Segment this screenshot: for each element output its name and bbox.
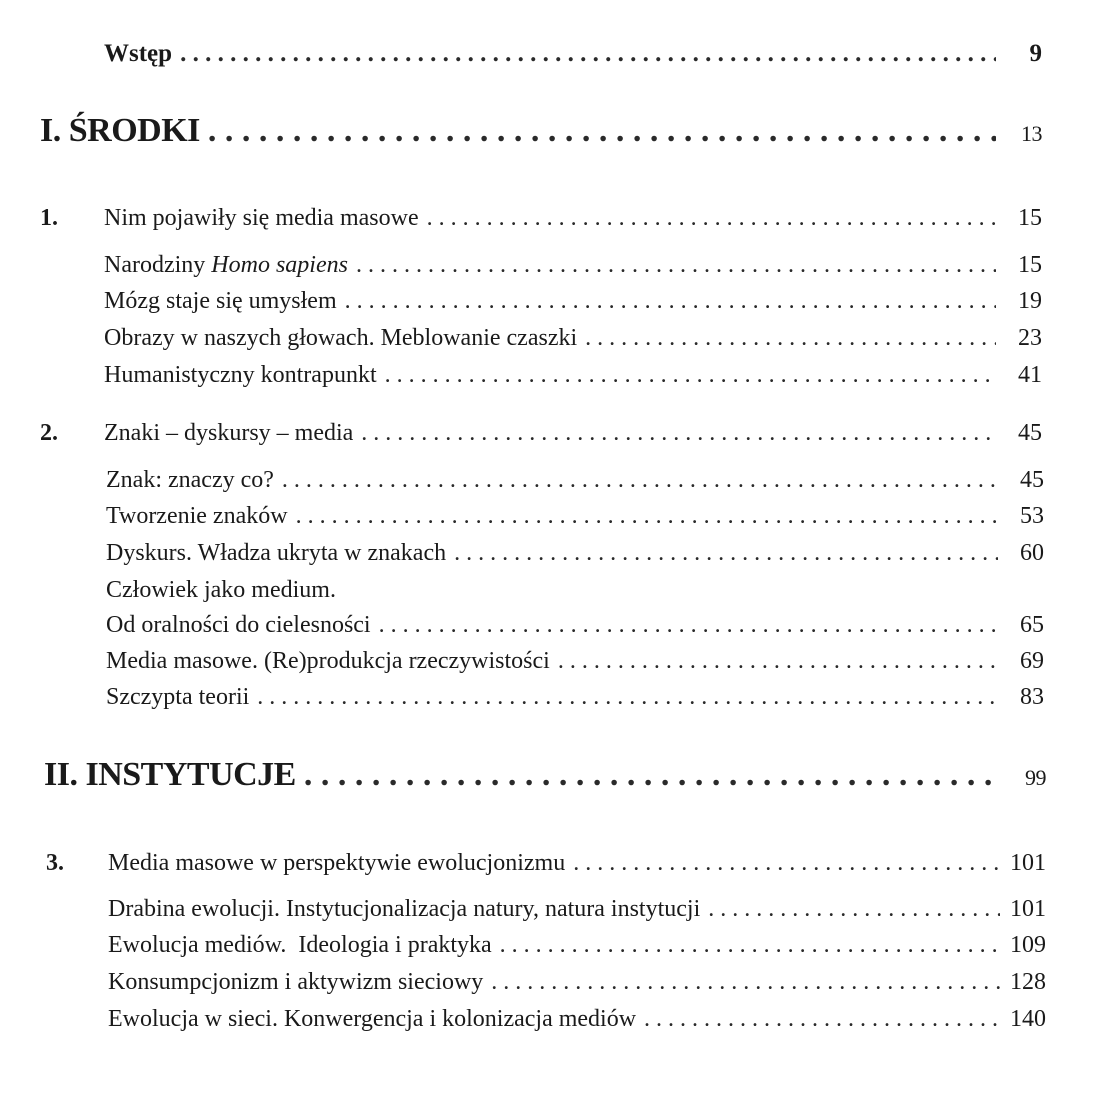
- toc-dot-leader: [296, 503, 998, 530]
- toc-entry-title-text: Narodziny: [104, 252, 212, 278]
- toc-dot-leader: [379, 612, 998, 639]
- toc-entry-s-3-3: [108, 969, 1046, 996]
- toc-page-number: 19: [1018, 288, 1042, 314]
- toc-entry-number: 2.: [40, 420, 58, 446]
- toc-page-number: 60: [1020, 540, 1044, 566]
- toc-entry-title: Nim pojawiły się media masowe: [104, 205, 419, 231]
- toc-page-number: 69: [1020, 648, 1044, 674]
- toc-entry-title: [104, 252, 348, 279]
- toc-page-number: 101: [1010, 896, 1046, 922]
- toc-page-number: 45: [1020, 467, 1044, 493]
- toc-entry-s-3-4: [108, 1006, 1046, 1033]
- toc-entry-s-2-4b: [106, 612, 1044, 639]
- toc-entry-s-2-3: [106, 540, 1044, 567]
- toc-entry-title: Tworzenie znaków: [106, 503, 288, 529]
- toc-entry-ch-2: [40, 420, 1042, 447]
- toc-entry-ch-3: [46, 850, 1046, 877]
- toc-entry-title: Szczypta teorii: [106, 684, 250, 710]
- toc-entry-title: Humanistyczny kontrapunkt: [104, 362, 377, 388]
- toc-entry-s-2-5: [106, 648, 1044, 675]
- toc-dot-leader: [491, 969, 1000, 996]
- toc-entry-title: Mózg staje się umysłem: [104, 288, 337, 314]
- toc-entry-s-2-2: [106, 503, 1044, 530]
- toc-entry-title: Media masowe w perspektywie ewolucjonizmu: [108, 850, 566, 876]
- toc-dot-leader: [257, 684, 998, 711]
- toc-dot-leader: [208, 112, 996, 150]
- toc-entry-title: Obrazy w naszych głowach. Meblowanie czaszki: [104, 325, 578, 351]
- toc-entry-wstep: [104, 40, 1042, 68]
- toc-dot-leader: [356, 252, 996, 279]
- toc-entry-number: 1.: [40, 205, 58, 231]
- toc-dot-leader: [385, 362, 996, 389]
- toc-dot-leader: [454, 540, 998, 567]
- toc-entry-title: Konsumpcjonizm i aktywizm sieciowy: [108, 969, 484, 995]
- toc-dot-leader: [573, 850, 1000, 877]
- toc-entry-title: Znaki – dyskursy – media: [104, 420, 354, 446]
- toc-entry-s-1-2: [104, 288, 1042, 315]
- toc-page-number: 15: [1018, 252, 1042, 278]
- toc-dot-leader: [345, 288, 996, 315]
- toc-page-number: 140: [1010, 1006, 1046, 1032]
- toc-entry-s-1-3: [104, 325, 1042, 352]
- toc-page-number: 99: [1025, 765, 1046, 790]
- toc-entry-s-3-1: [108, 896, 1046, 923]
- toc-entry-s-1-4: [104, 362, 1042, 389]
- toc-dot-leader: [304, 756, 1000, 794]
- toc-dot-leader: [282, 467, 998, 494]
- toc-entry-s-1-1: [104, 252, 1042, 279]
- toc-dot-leader: [427, 205, 996, 232]
- toc-page-number: 41: [1018, 362, 1042, 388]
- toc-page-number: 45: [1018, 420, 1042, 446]
- toc-page-number: 23: [1018, 325, 1042, 351]
- toc-entry-s-2-6: [106, 684, 1044, 711]
- toc-dot-leader: [180, 40, 996, 68]
- toc-entry-number: 3.: [46, 850, 64, 876]
- toc-dot-leader: [585, 325, 996, 352]
- toc-entry-title: Od oralności do cielesności: [106, 612, 371, 638]
- toc-dot-leader: [708, 896, 1000, 923]
- toc-page-number: 13: [1021, 121, 1042, 146]
- toc-dot-leader: [558, 648, 998, 675]
- toc-entry-title: Ewolucja w sieci. Konwergencja i kolonizacja mediów: [108, 1006, 637, 1032]
- toc-entry-s-2-4a: [106, 577, 1044, 604]
- toc-page-number: 101: [1010, 850, 1046, 876]
- toc-page-number: 65: [1020, 612, 1044, 638]
- toc-page-number: 128: [1010, 969, 1046, 995]
- toc-entry-part-1: [40, 112, 1042, 150]
- toc-dot-leader: [500, 932, 1000, 959]
- toc-entry-s-2-1: [106, 467, 1044, 494]
- toc-entry-title: Człowiek jako medium.: [106, 577, 336, 603]
- toc-entry-title-italic: Homo sapiens: [211, 252, 348, 278]
- toc-entry-title: Znak: znaczy co?: [106, 467, 274, 493]
- toc-page-number: 109: [1010, 932, 1046, 958]
- toc-entry-title: Drabina ewolucji. Instytucjonalizacja natury, natura instytucji: [108, 896, 701, 922]
- toc-dot-leader: [644, 1006, 1000, 1033]
- toc-page-number: 9: [1029, 40, 1042, 67]
- toc-page-number: 83: [1020, 684, 1044, 710]
- toc-entry-title: Wstęp: [104, 40, 173, 67]
- toc-page-number: 53: [1020, 503, 1044, 529]
- toc-page-number: 15: [1018, 205, 1042, 231]
- toc-entry-s-3-2: [108, 932, 1046, 959]
- toc-entry-part-2: [44, 756, 1046, 794]
- toc-entry-title: I. ŚRODKI: [40, 112, 200, 149]
- toc-dot-leader: [361, 420, 996, 447]
- toc-entry-ch-1: [40, 205, 1042, 232]
- toc-entry-title: Ewolucja mediów. Ideologia i praktyka: [108, 932, 492, 958]
- toc-entry-title: II. INSTYTUCJE: [44, 756, 296, 793]
- toc-entry-title: Media masowe. (Re)produkcja rzeczywistości: [106, 648, 550, 674]
- toc-entry-title: Dyskurs. Władza ukryta w znakach: [106, 540, 447, 566]
